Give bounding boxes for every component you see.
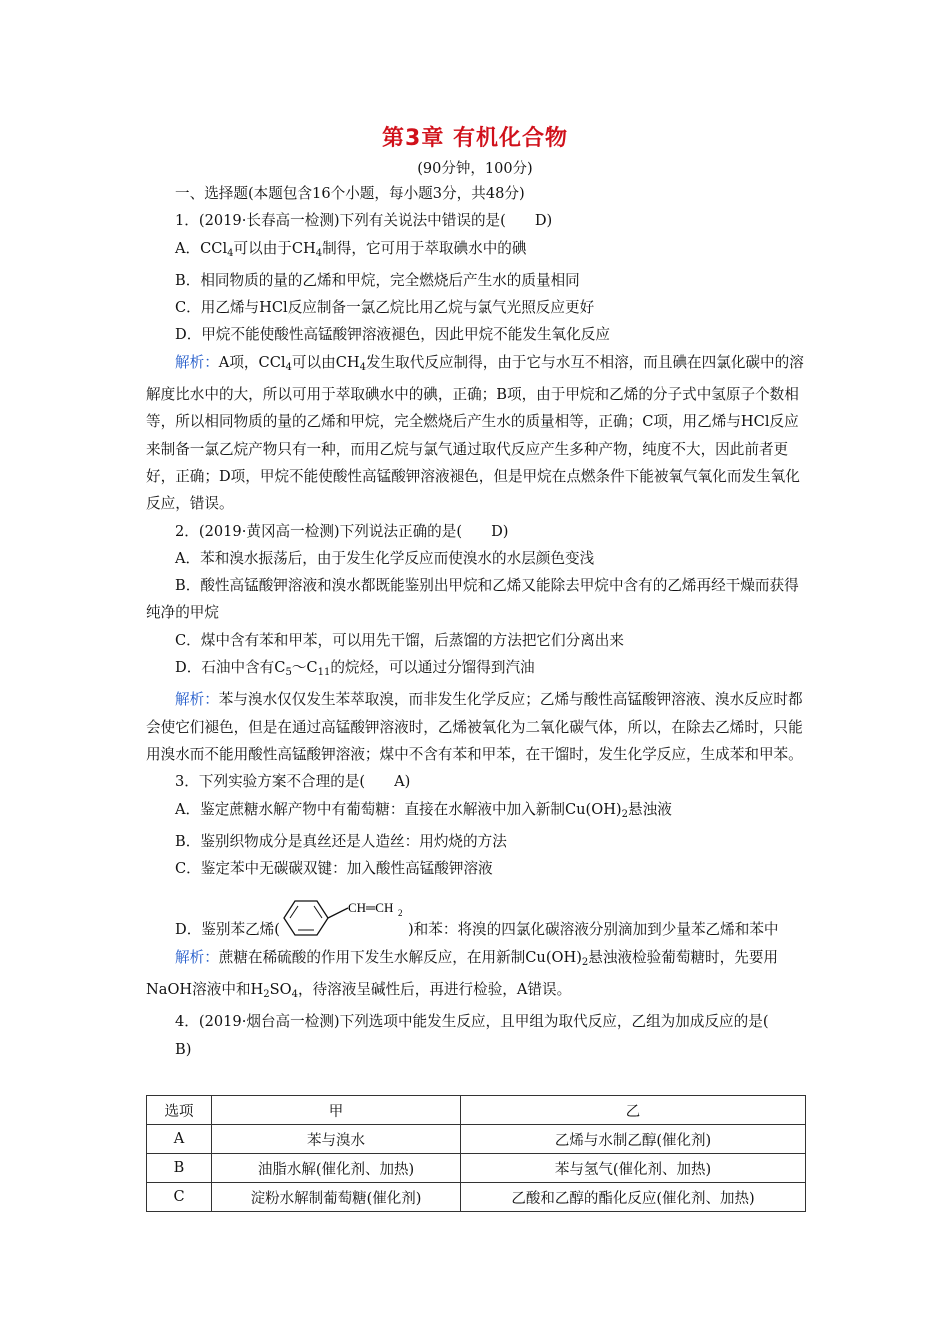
table-header: 甲 bbox=[212, 1096, 461, 1125]
analysis-label: 解析： bbox=[175, 353, 219, 371]
question-1-option-b: B．相同物质的量的乙烯和甲烷，完全燃烧后产生水的质量相同 bbox=[175, 271, 580, 289]
question-2-option-a: A．苯和溴水振荡后，由于发生化学反应而使溴水的水层颜色变浅 bbox=[175, 549, 595, 567]
question-1-answer: D bbox=[534, 212, 547, 230]
question-2-option-d: D．石油中含有$C_5\sim C_{11}$的烷烃，可以通过分馏得到汽油 bbox=[175, 659, 535, 679]
table-row bbox=[147, 1183, 806, 1212]
exam-info: (90分钟，100分) bbox=[417, 161, 533, 177]
question-2-option-b: B．酸性高锰酸钾溶液和溴水都既能鉴别出甲烷和乙烯又能除去甲烷中含有的乙烯再经干燥而获得纯净的甲烷 bbox=[146, 577, 799, 622]
table-cell: 淀粉水解制葡萄糖(催化剂) bbox=[212, 1183, 461, 1212]
table-row bbox=[147, 1125, 806, 1154]
table-cell: 乙烯与水制乙醇(催化剂) bbox=[461, 1125, 806, 1154]
question-2-analysis: 解析：苯与溴水仅仅发生苯萃取溴，而非发生化学反应；乙烯与酸性高锰酸钾溶液、溴水反应时都会使它们褪色，但是在通过高锰酸钾溶液时，乙烯被氧化为二氧化碳气体，所以，在除去乙烯时，只能用溴水而不能用酸性高锰酸钾溶液；煤中不含有苯和甲苯，在干馏时，发生化学反应，生成苯和甲苯。 bbox=[146, 691, 803, 763]
table-cell: B bbox=[147, 1154, 212, 1183]
question-3-option-a: A．鉴定蔗糖水解产物中有葡萄糖：直接在水解液中加入新制$Cu(OH)_2$悬浊液 bbox=[175, 800, 672, 820]
question-3-answer: A bbox=[394, 773, 405, 791]
question-4-stem: 4．(2019·烟台高一检测)下列选项中能发生反应，且甲组为取代反应，乙组为加成反应的是(B) bbox=[146, 1008, 806, 1063]
question-1-analysis: 解析：A项，CCl$_4$可以由$CH_4$发生取代反应制得，由于它与水互不相溶，而且碘在四氯化碳中的溶解度比水中的大，所以可用于萃取碘水中的碘，正确；B项，由于甲烷和乙烯的分子式中氢原子个数相等，所以相同物质的量的乙烯和甲烷，完全燃烧后产生水的质量相等，正确；C项，用乙烯与HCl反应来制备一氯乙烷产物只有一种，而用乙烷与氯气通过取代反应产生多种产物，纯度不大，因此前者更好，正确；D项，甲烷不能使酸性高锰酸钾溶液褪色，但是甲烷在点燃条件下能被氧气氧化而发生氧化反应，错误。 bbox=[146, 353, 804, 513]
chapter-title: 第3章 有机化合物 bbox=[382, 126, 568, 151]
table-cell: 油脂水解(催化剂、加热) bbox=[212, 1154, 461, 1183]
formula-subscript: 2 bbox=[397, 908, 403, 919]
formula-text: CH═CH bbox=[347, 900, 394, 916]
question-1-option-c: C．用乙烯与HCl反应制备一氯乙烷比用乙烷与氯气光照反应更好 bbox=[175, 299, 595, 317]
question-2-answer: D bbox=[491, 522, 503, 540]
analysis-label: 解析： bbox=[175, 948, 219, 966]
reaction-table bbox=[146, 1095, 806, 1212]
table-header: 选项 bbox=[147, 1096, 212, 1125]
question-3-analysis: 解析：蔗糖在稀硫酸的作用下发生水解反应，在用新制$Cu(OH)_2$悬浊液检验葡萄糖时，先要用NaOH溶液中和$H_2SO_4$，待溶液呈碱性后，再进行检验，A错误。 bbox=[146, 948, 779, 1001]
question-2-stem: 2．(2019·黄冈高一检测)下列说法正确的是( D) bbox=[146, 518, 806, 545]
table-header: 乙 bbox=[461, 1096, 806, 1125]
question-2-option-c: C．煤中含有苯和甲苯，可以用先干馏，后蒸馏的方法把它们分离出来 bbox=[175, 631, 624, 649]
styrene-structure bbox=[280, 896, 408, 940]
question-3-option-d: D．鉴别苯乙烯( CH═CH 2 )和苯：将溴的四氯化碳溶液分别滴加到少量苯乙烯和苯中 bbox=[146, 896, 806, 943]
question-4-answer: B bbox=[175, 1040, 186, 1058]
analysis-label: 解析： bbox=[175, 691, 219, 709]
question-3-stem: 3．下列实验方案不合理的是( A) bbox=[146, 768, 806, 795]
table-header-row bbox=[147, 1096, 806, 1125]
table-row bbox=[147, 1154, 806, 1183]
table-cell: A bbox=[147, 1125, 212, 1154]
section-heading: 一、选择题(本题包含16个小题，每小题3分，共48分) bbox=[175, 185, 525, 202]
question-3-option-b: B．鉴别织物成分是真丝还是人造丝：用灼烧的方法 bbox=[175, 832, 507, 850]
question-1-stem: 1．(2019·长春高一检测)下列有关说法中错误的是( D) bbox=[146, 207, 806, 234]
question-1-option-a: A．CCl$_4$可以由于$CH_4$制得，它可用于萃取碘水中的碘 bbox=[175, 239, 527, 259]
exam-content bbox=[146, 180, 806, 1063]
table-cell: 乙酸和乙醇的酯化反应(催化剂、加热) bbox=[461, 1183, 806, 1212]
table-cell: C bbox=[147, 1183, 212, 1212]
question-3-option-c: C．鉴定苯中无碳碳双键：加入酸性高锰酸钾溶液 bbox=[175, 860, 493, 878]
table-cell: 苯与溴水 bbox=[212, 1125, 461, 1154]
question-1-option-d: D．甲烷不能使酸性高锰酸钾溶液褪色，因此甲烷不能发生氧化反应 bbox=[175, 326, 610, 344]
table-cell: 苯与氢气(催化剂、加热) bbox=[461, 1154, 806, 1183]
